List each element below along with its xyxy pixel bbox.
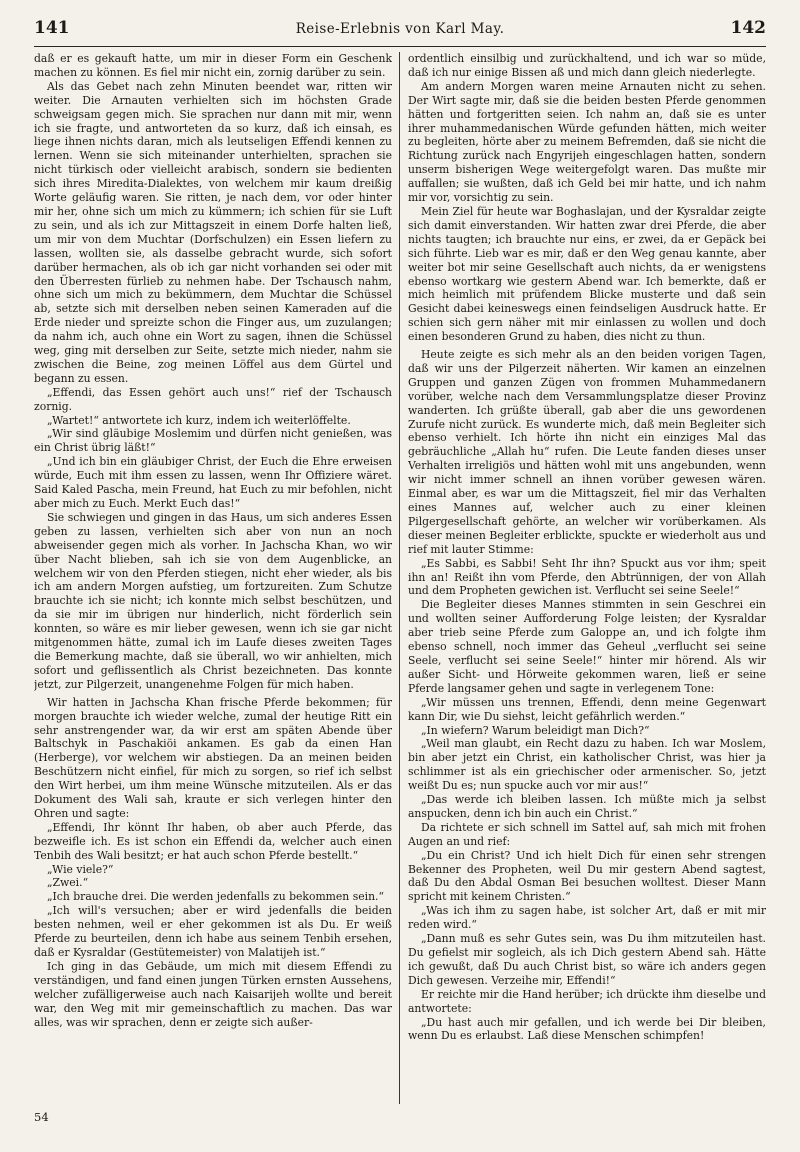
paragraph: Als das Gebet nach zehn Minuten beendet war, ritten wir weiter. Die Arnauten verhielten sich im höchsten Grade schweigsam gegen mich. Sie sprachen nur dann mit mir, wenn ich sie fragte, und antworteten da so kurz, daß ich einsah, es liege ihnen nichts daran, mich als leutseligen Effendi kennen zu lernen. Wenn sie sich miteinander unterhielten, sprachen sie nicht türkisch oder vielleicht arabisch, sondern sie bedienten sich ihres Miredita-Dialektes, von welchem mir kaum dreißig Worte geläufig waren. Sie ritten, je nach dem, vor oder hinter mir her, ohne sich um mich zu kümmern; ich schien für sie Luft zu sein, und als ich zur Mittagszeit in einem Dorfe halten ließ, um mir von dem Muchtar (Dorfschulzen) ein Essen liefern zu lassen, wollten sie, als dasselbe gebracht wurde, sich sofort darüber hermachen, als ob ich gar nicht vorhanden sei oder mit den Überresten fürlieb zu nehmen habe. Der Tschausch nahm, ohne sich um mich zu bekümmern, dem Muchtar die Schüssel ab, setzte sich mit derselben neben seinen Kameraden auf die Erde nieder und spreizte schon die Finger aus, um zuzulangen; da nahm ich, auch ohne ein Wort zu sagen, ihnen die Schüssel weg, ging mit derselben zur Seite, setzte mich nieder, nahm sie zwischen die Beine, zog meinen Löffel aus dem Gürtel und begann zu essen. [34,79,392,385]
running-title: Reise-Erlebnis von Karl May. [295,21,505,37]
page-number-left: 141 [34,18,70,38]
right-column [408,52,766,1104]
paragraph: Da richtete er sich schnell im Sattel auf, sah mich mit frohen Augen an und rief: [408,820,766,848]
left-column [34,52,392,1104]
paragraph: „Es Sabbi, es Sabbi! Seht Ihr ihn? Spuckt aus vor ihm; speit ihn an! Reißt ihn vom Pferde, den Abtrünnigen, der von Allah und dem Propheten gewichen ist. Verflucht sei seine Seele!“ [408,556,766,598]
paragraph: „Was ich ihm zu sagen habe, ist solcher Art, daß er mit mir reden wird.“ [408,904,766,932]
paragraph: ordentlich einsilbig und zurückhaltend, und ich war so müde, daß ich nur einige Bissen aß und mich dann gleich niederlegte. [408,52,766,79]
paragraph: „Du hast auch mir gefallen, und ich werde bei Dir bleiben, wenn Du es erlaubst. Laß diese Menschen schimpfen! [408,1015,766,1043]
paragraph: „Ich brauche drei. Die werden jedenfalls zu bekommen sein.“ [46,890,384,904]
text-columns [34,52,766,1104]
paragraph: „Effendi, das Essen gehört auch uns!“ rief der Tschausch zornig. [34,385,392,413]
paragraph: „Wir müssen uns trennen, Effendi, denn meine Gegenwart kann Dir, wie Du siehst, leicht gefährlich werden.“ [408,695,766,723]
paragraph: Die Begleiter dieses Mannes stimmten in sein Geschrei ein und wollten seiner Aufforderung Folge leisten; der Kysraldar aber trieb seine Pferde zum Galoppe an, und ich folgte ihm ebenso schnell, noch immer das Geheul „verflucht sei seine Seele, verflucht sei seine Seele!“ hinter mir hörend. Als wir außer Sicht- und Hörweite gekommen waren, ließ er seine Pferde langsamer gehen und sagte in verlegenem Tone: [408,598,766,695]
paragraph: Am andern Morgen waren meine Arnauten nicht zu sehen. Der Wirt sagte mir, daß sie die beiden besten Pferde genommen hätten und fortgeritten seien. Ich nahm an, daß sie es unter ihrer muhammedanischen Würde gefunden hätten, mich weiter zu begleiten, hörte aber zu meinem Befremden, daß sie nicht die Richtung zurück nach Engyrijeh eingeschlagen hatten, sondern unserm bisherigen Wege weitergefolgt waren. Das mußte mir auffallen; sie wußten, daß ich Geld bei mir hatte, und ich nahm mir vor, vorsichtig zu sein. [408,79,766,205]
header-rule [34,46,766,47]
paragraph: Er reichte mir die Hand herüber; ich drückte ihm dieselbe und antwortete: [408,987,766,1015]
paragraph: „Weil man glaubt, ein Recht dazu zu haben. Ich war Moslem, bin aber jetzt ein Christ, ein katholischer Christ, was hier ja schlimmer ist als ein griechischer oder armenischer. So, jetzt weißt Du es; nun spucke auch vor mir aus!“ [408,737,766,793]
footer-page-number: 54 [34,1110,49,1124]
column-divider [399,52,400,1104]
paragraph: Mein Ziel für heute war Boghaslajan, und der Kysraldar zeigte sich damit einverstanden. Wir hatten zwar drei Pferde, die aber nichts taugten; ich brauchte nur eins, er zwei, da er Gepäck bei sich führte. Lieb war es mir, daß er den Weg genau kannte, aber weiter bot mir seine Gesellschaft auch nichts, da er wenigstens ebenso wortkarg wie gestern Abend war. Ich bemerkte, daß er mich heimlich mit prüfendem Blicke musterte und daß sein Gesicht dabei keineswegs einen feindseligen Ausdruck hatte. Er schien sich gern näher mit mir einlassen zu wollen und doch einen besonderen Grund zu haben, dies nicht zu thun. [408,204,766,344]
running-header [34,18,766,44]
paragraph: „Dann muß es sehr Gutes sein, was Du ihm mitzuteilen hast. Du gefielst mir sogleich, als ich Dich gestern Abend sah. Hätte ich gewußt, daß Du auch Christ bist, so wäre ich anders gegen Dich gewesen. Verzeihe mir, Effendi!“ [408,932,766,987]
paragraph: „Du ein Christ? Und ich hielt Dich für einen sehr strengen Bekenner des Propheten, weil Du mir gestern Abend sagtest, daß Du den Abdal Osman Bei besuchen wolltest. Dieser Mann spricht mit keinem Christen.“ [408,848,766,904]
paragraph: „Wartet!“ antwortete ich kurz, indem ich weiterlöffelte. [46,413,351,427]
paragraph: Wir hatten in Jachscha Khan frische Pferde bekommen; für morgen brauchte ich wieder welche, zumal der heutige Ritt ein sehr anstrengender war, da wir erst am späten Abende über Baltschyk in Paschakiöi ankamen. Es gab da einen Han (Herberge), vor welchem wir abstiegen. Da an meinen beiden Beschützern nicht einfiel, für mich zu sorgen, so rief ich selbst den Wirt herbei, um ihm meine Wünsche mitzuteilen. Als er das Dokument des Wali sah, kraute er sich verlegen hinter den Ohren und sagte: [34,695,392,820]
paragraph: Ich ging in das Gebäude, um mich mit diesem Effendi zu verständigen, und fand einen jungen Türken ernsten Aussehens, welcher zufälligerweise auch nach Kaisarijeh wollte und bereit war, den Weg mit mir gemeinschaftlich zu machen. Das war alles, was wir sprachen, denn er zeigte sich außer- [34,959,392,1029]
paragraph: „Wie viele?“ [46,862,114,876]
paragraph: Heute zeigte es sich mehr als an den beiden vorigen Tagen, daß wir uns der Pilgerzeit näherten. Wir kamen an einzelnen Gruppen und ganzen Zügen von frommen Muhammedanern vorüber, welche nach dem Versammlungsplatze dieser Provinz wanderten. Ich grüßte überall, gab aber die uns gewordenen Zurufe nicht zurück. Es wunderte mich, daß mein Begleiter sich ebenso verhielt. Ich hörte ihn nicht ein einziges Mal das gebräuchliche „Allah hu“ rufen. Die Leute fanden dieses unser Verhalten irreligiös und hätten wohl mit uns angebunden, wenn wir nicht immer schnell an ihnen vorüber gewesen wären. Einmal aber, es war um die Mittagszeit, fiel mir das Verhalten eines Mannes auf, welcher auch zu einer kleinen Pilgergesellschaft gehörte, an welcher wir vorüberkamen. Als dieser meinen Begleiter erblickte, spuckte er wiederholt aus und rief mit lauter Stimme: [408,348,766,556]
page-number-right: 142 [730,18,766,38]
paragraph: „Zwei.“ [46,876,89,890]
paragraph: „Wir sind gläubige Moslemim und dürfen nicht genießen, was ein Christ übrig läßt!“ [34,427,392,455]
paragraph: „Effendi, Ihr könnt Ihr haben, ob aber auch Pferde, das bezweifle ich. Es ist schon ein Effendi da, welcher auch einen Tenbih des Wali besitzt; er hat auch schon Pferde bestellt.“ [34,820,392,862]
paragraph: „Das werde ich bleiben lassen. Ich müßte mich ja selbst anspucken, denn ich bin auch ein Christ.“ [408,793,766,820]
paragraph: „Ich will's versuchen; aber er wird jedenfalls die beiden besten nehmen, weil er eher gekommen ist als Du. Er weiß Pferde zu beurteilen, denn ich habe aus seinem Tenbih ersehen, daß er Kysraldar (Gestütemeister) von Malatijeh ist.“ [34,904,392,959]
paragraph: „Und ich bin ein gläubiger Christ, der Euch die Ehre erweisen würde, Euch mit ihm essen zu lassen, wenn Ihr Offiziere wäret. Said Kaled Pascha, mein Freund, hat Euch zu mir befohlen, nicht aber mich zu Euch. Merkt Euch das!“ [34,455,392,510]
paragraph: Sie schwiegen und gingen in das Haus, um sich anderes Essen geben zu lassen, verhielten sich aber von nun an noch abweisender gegen mich als vorher. In Jachscha Khan, wo wir über Nacht blieben, sah ich sie von dem Augenblicke, an welchem wir von den Pferden stiegen, nicht eher wieder, als bis ich am andern Morgen aufstieg, um fortzureiten. Zum Schutze brauchte ich sie nicht; ich konnte mich selbst beschützen, und da sie mir im übrigen nur hinderlich, nicht förderlich sein konnten, so wäre es mir lieber gewesen, wenn ich sie gar nicht mitgenommen hätte, zumal ich im Laufe dieses zweiten Tages die Bemerkung machte, daß sie überall, wo wir anhielten, mich sofort und geflissentlich als Christ bezeichneten. Das konnte jetzt, zur Pilgerzeit, unangenehme Folgen für mich haben. [34,510,392,691]
paragraph: daß er es gekauft hatte, um mir in dieser Form ein Geschenk machen zu können. Es fiel mir nicht ein, zornig darüber zu sein. [34,52,392,79]
paragraph: „In wiefern? Warum beleidigt man Dich?“ [420,723,650,737]
